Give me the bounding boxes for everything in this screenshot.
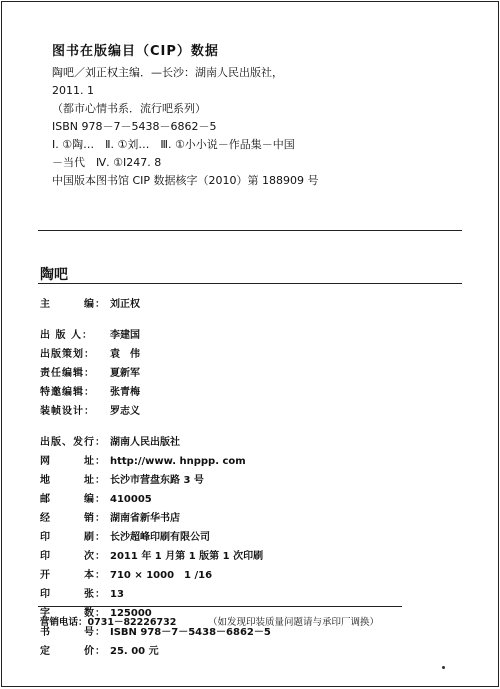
publication-label: 书 号：: [40, 627, 106, 638]
credit-row: [40, 345, 480, 364]
credit-row: [40, 402, 480, 421]
credit-value: 罗志义: [110, 406, 140, 417]
quality-note: （如发现印装质量问题请与承印厂调换）: [208, 617, 380, 628]
publication-label: 印 张：: [40, 589, 106, 600]
publication-value: 湖南省新华书店: [110, 513, 180, 524]
sales-hotline: 营销电话：0731－82226732: [40, 617, 177, 628]
spacer: [40, 314, 480, 326]
publication-value: 2011 年 1 月第 1 版第 1 次印刷: [110, 551, 264, 562]
cip-line: 2011. 1: [52, 84, 94, 97]
publication-row: [40, 547, 480, 566]
cip-block: [52, 40, 482, 191]
publication-row: [40, 566, 480, 585]
divider: [38, 230, 462, 231]
cip-line: －当代 Ⅳ. ①I247. 8: [52, 156, 162, 169]
credit-value: 袁 伟: [110, 349, 140, 360]
publication-label: 网 址：: [40, 456, 106, 467]
credit-row: [40, 326, 480, 345]
publication-value: 710 × 1000 1 /16: [110, 570, 213, 581]
publication-value: 25. 00 元: [110, 646, 159, 657]
publication-label: 地 址：: [40, 475, 106, 486]
cip-line: 中国版本图书馆 CIP 数据核字（2010）第 188909 号: [52, 174, 319, 187]
publication-value: 长沙超峰印刷有限公司: [110, 532, 210, 543]
publication-label: 定 价：: [40, 646, 106, 657]
publication-value: http://www. hnppp. com: [110, 456, 246, 467]
publication-label: 经 销：: [40, 513, 106, 524]
publication-row: [40, 490, 480, 509]
credit-label: 责任编辑：: [40, 368, 95, 379]
credit-value: 李建国: [110, 330, 140, 341]
publication-value: 13: [110, 589, 124, 600]
publication-label: 印 刷：: [40, 532, 106, 543]
publication-label: 邮 编：: [40, 494, 106, 505]
copyright-page: [1, 1, 499, 687]
book-title: 陶吧: [40, 267, 68, 283]
divider: [38, 606, 402, 607]
publication-label: 开 本：: [40, 570, 106, 581]
publication-row: [40, 585, 480, 604]
credit-value: 张青梅: [110, 387, 140, 398]
publication-value: ISBN 978－7－5438－6862－5: [110, 627, 271, 638]
credit-label: 主 编：: [40, 299, 106, 310]
page-mark: [442, 666, 445, 669]
publication-value: 125000: [110, 608, 152, 619]
cip-line: ISBN 978－7－5438－6862－5: [52, 120, 217, 133]
publication-row: [40, 528, 480, 547]
credit-row: [40, 295, 480, 314]
credit-row: [40, 364, 480, 383]
publication-row: [40, 452, 480, 471]
publication-label: 印 次：: [40, 551, 106, 562]
publication-label: 字 数：: [40, 608, 106, 619]
publication-row: [40, 642, 480, 661]
publication-row: [40, 509, 480, 528]
footer: [40, 614, 480, 628]
credit-value: 夏新军: [110, 368, 140, 379]
credit-label: 装帧设计：: [40, 406, 95, 417]
credit-label: 出版策划：: [40, 349, 95, 360]
divider: [38, 283, 462, 284]
credit-row: [40, 383, 480, 402]
cip-line: Ⅰ. ①陶… Ⅱ. ①刘… Ⅲ. ①小小说－作品集－中国: [52, 138, 295, 151]
cip-line: 陶吧／刘正权主编．—长沙：湖南人民出版社，: [52, 66, 283, 79]
publication-label: 出版、发行：: [40, 437, 106, 448]
publication-value: 410005: [110, 494, 152, 505]
publication-row: [40, 433, 480, 452]
credit-value: 刘正权: [110, 299, 140, 310]
credit-label: 出 版 人：: [40, 330, 93, 341]
cip-title: 图书在版编目（CIP）数据: [52, 44, 219, 59]
spacer: [40, 421, 480, 433]
cip-line: （都市心情书系．流行吧系列）: [52, 102, 206, 115]
publication-row: [40, 471, 480, 490]
publication-value: 湖南人民出版社: [110, 437, 180, 448]
publication-value: 长沙市营盘东路 3 号: [110, 475, 204, 486]
credit-label: 特邀编辑：: [40, 387, 95, 398]
